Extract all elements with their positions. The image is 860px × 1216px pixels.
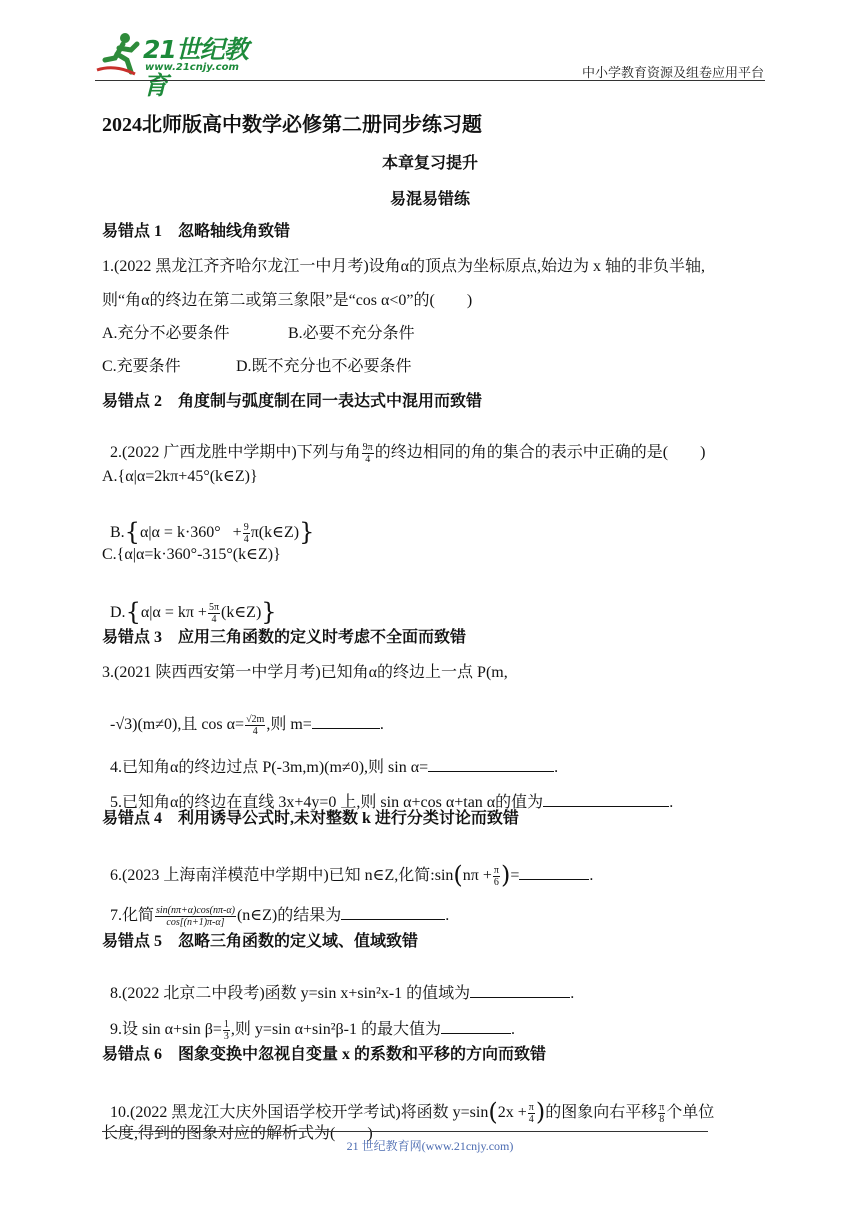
q5-stem: 5.已知角α的终边在直线 3x+4y=0 上,则 sin α+cos α+tan α的值为 . xyxy=(110,794,674,811)
error-point-6-heading: 易错点 6 图象变换中忽视自变量 x 的系数和平移的方向而致错 xyxy=(102,1046,547,1063)
q2-stem: 2.(2022 广西龙胜中学期中)下列与角 $\frac{9\pi}{4}$ 的终边相同的角的集合的表示中正确的是( ) xyxy=(110,441,706,465)
q2-option-d: D.{α|α = kπ + $\frac{5\pi}{4}$ (k∈Z)} xyxy=(110,598,277,626)
q3-stem-line2: -√3)(m≠0),且 cos α= $\frac{√2m}{4}$ ,则 m= . xyxy=(110,713,384,737)
q6-fraction: $\frac{\pi}{6}$ xyxy=(493,864,499,888)
chapter-title: 本章复习提升 xyxy=(381,155,478,172)
header-platform-text: 中小学教育资源及组卷应用平台 xyxy=(581,65,764,80)
q3-stem-line1: 3.(2021 陕西西安第一中学月考)已知角α的终边上一点 P(m, xyxy=(102,664,508,681)
q10-fraction-1: $\frac{\pi}{4}$ xyxy=(528,1101,534,1125)
q7-answer-blank[interactable] xyxy=(341,905,445,920)
q9-answer-blank[interactable] xyxy=(441,1019,511,1034)
q10-stem-line1: 10.(2022 黑龙江大庆外国语学校开学考试)将函数 y=sin(2x + $\frac{\pi}{4}$ )的图象向右平移 $\frac{\pi}{8}$ 个单位 xyxy=(110,1098,715,1126)
q2-option-b: B.{α|α = k·360° + $\frac{9}{4}$ π(k∈Z)} xyxy=(110,518,315,546)
q1-option-b: B.必要不充分条件 xyxy=(288,325,415,342)
site-logo xyxy=(95,30,265,100)
q1-option-d: D.既不充分也不必要条件 xyxy=(236,358,412,375)
q4-stem: 4.已知角α的终边过点 P(-3m,m)(m≠0),则 sin α= . xyxy=(110,759,559,776)
q3-fraction: $\frac{√2m}{4}$ xyxy=(246,713,265,737)
q6-stem: 6.(2023 上海南洋模范中学期中)已知 n∈Z,化简:sin(nπ + $\frac{\pi}{6}$ )= . xyxy=(110,861,594,889)
q4-answer-blank[interactable] xyxy=(428,757,554,772)
q3-answer-blank[interactable] xyxy=(312,714,380,729)
q1-option-a: A.充分不必要条件 xyxy=(102,325,230,342)
q8-stem: 8.(2022 北京二中段考)函数 y=sin x+sin²x-1 的值域为 . xyxy=(110,985,575,1002)
q1-stem-line2: 则“角α的终边在第二或第三象限”是“cos α<0”的( ) xyxy=(102,292,473,309)
section-subtitle: 易混易错练 xyxy=(389,191,470,208)
q10-fraction-2: $\frac{\pi}{8}$ xyxy=(659,1101,665,1125)
q6-answer-blank[interactable] xyxy=(519,865,589,880)
logo-text: 21世纪教育 xyxy=(143,35,248,100)
q9-stem: 9.设 sin α+sin β= $\frac{1}{3}$ ,则 y=sin α+sin²β-1 的最大值为 . xyxy=(110,1018,515,1042)
q2-option-b-fraction: $\frac{9}{4}$ xyxy=(243,521,249,545)
document-title: 2024北师版高中数学必修第二册同步练习题 xyxy=(102,114,482,136)
logo-url: www.21cnjy.com xyxy=(145,62,239,73)
error-point-5-heading: 易错点 5 忽略三角函数的定义域、值域致错 xyxy=(102,933,419,950)
q1-stem-line1: 1.(2022 黑龙江齐齐哈尔龙江一中月考)设角α的顶点为坐标原点,始边为 x 轴的非负半轴, xyxy=(102,258,706,275)
error-point-2-heading: 易错点 2 角度制与弧度制在同一表达式中混用而致错 xyxy=(102,393,483,410)
q7-fraction: $\frac{\sin(n\pi+\alpha)\cos(n\pi-\alpha)}{\cos[(n+1)\pi-\alpha]}$ xyxy=(156,904,235,928)
q2-option-c: C.{α|α=k·360°-315°(k∈Z)} xyxy=(102,546,281,563)
q7-stem: 7.化简 $\frac{\sin(n\pi+\alpha)\cos(n\pi-\alpha)}{\cos[(n+1)\pi-\alpha]}$ (n∈Z)的结果为 . xyxy=(110,904,450,928)
q8-answer-blank[interactable] xyxy=(470,983,570,998)
error-point-4-heading: 易错点 4 利用诱导公式时,未对整数 k 进行分类讨论而致错 xyxy=(102,810,519,827)
header-divider xyxy=(95,80,765,81)
error-point-3-heading: 易错点 3 应用三角函数的定义时考虑不全面而致错 xyxy=(102,629,467,646)
q2-option-a: A.{α|α=2kπ+45°(k∈Z)} xyxy=(102,468,258,485)
q2-option-d-fraction: $\frac{5\pi}{4}$ xyxy=(208,601,219,625)
q1-option-c: C.充要条件 xyxy=(102,358,181,375)
footer-divider xyxy=(102,1131,708,1132)
q2-fraction: $\frac{9\pi}{4}$ xyxy=(362,441,373,465)
footer-text: 21 世纪教育网(www.21cnjy.com) xyxy=(346,1139,514,1153)
error-point-1-heading: 易错点 1 忽略轴线角致错 xyxy=(102,223,291,240)
q9-fraction: $\frac{1}{3}$ xyxy=(223,1018,229,1042)
q5-answer-blank[interactable] xyxy=(543,792,669,807)
q10-stem-line2: 长度,得到的图象对应的解析式为( ) xyxy=(102,1125,373,1142)
runner-logo-icon xyxy=(95,30,145,78)
